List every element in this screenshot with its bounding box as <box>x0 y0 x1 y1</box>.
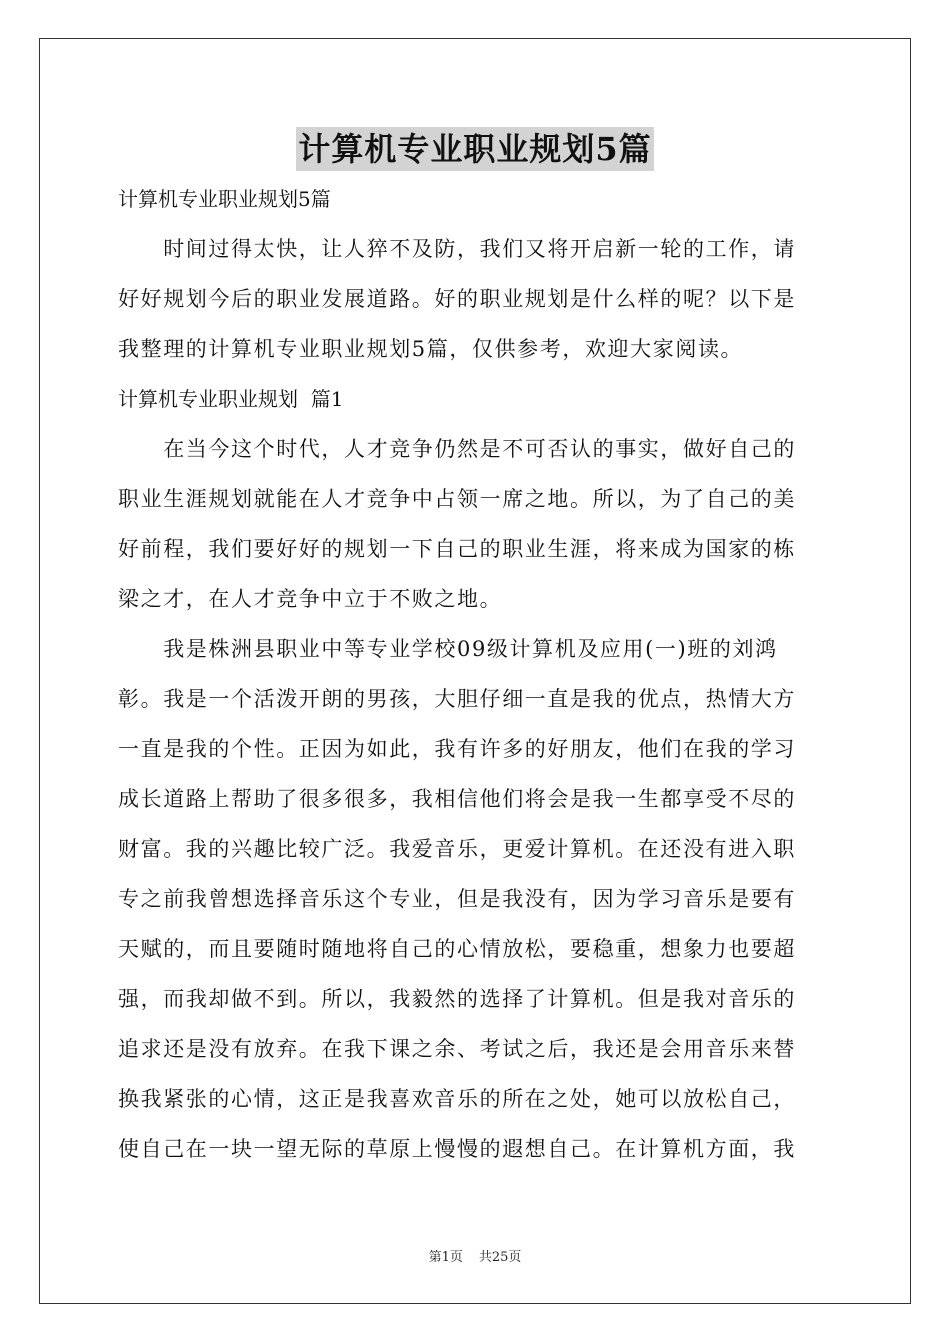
text-line: 我是株洲县职业中等专业学校09级计算机及应用(一)班的刘鸿 <box>118 637 778 661</box>
document-subtitle: 计算机专业职业规划5篇 <box>118 187 331 211</box>
title-container <box>0 127 950 171</box>
document-title: 计算机专业职业规划5篇 <box>296 127 653 171</box>
text-line: 成长道路上帮助了很多很多，我相信他们将会是我一生都享受不尽的 <box>118 787 796 811</box>
section-heading: 计算机专业职业规划 篇1 <box>118 387 344 411</box>
text-line: 好好规划今后的职业发展道路。好的职业规划是什么样的呢？以下是 <box>118 287 796 311</box>
text-line: 在当今这个时代，人才竞争仍然是不可否认的事实，做好自己的 <box>118 437 796 461</box>
text-line: 专之前我曾想选择音乐这个专业，但是我没有，因为学习音乐是要有 <box>118 887 796 911</box>
text-line: 强，而我却做不到。所以，我毅然的选择了计算机。但是我对音乐的 <box>118 987 796 1011</box>
text-line: 职业生涯规划就能在人才竞争中占领一席之地。所以，为了自己的美 <box>118 487 796 511</box>
paragraph-2 <box>118 624 832 1174</box>
text-line: 时间过得太快，让人猝不及防，我们又将开启新一轮的工作，请 <box>118 237 796 261</box>
text-line: 我整理的计算机专业职业规划5篇，仅供参考，欢迎大家阅读。 <box>118 337 744 361</box>
page-footer <box>0 1246 950 1265</box>
text-line: 追求还是没有放弃。在我下课之余、考试之后，我还是会用音乐来替 <box>118 1037 796 1061</box>
page-number: 第1页 <box>428 1250 463 1265</box>
text-line: 使自己在一块一望无际的草原上慢慢的遐想自己。在计算机方面，我 <box>118 1137 796 1161</box>
text-line: 财富。我的兴趣比较广泛。我爱音乐，更爱计算机。在还没有进入职 <box>118 837 796 861</box>
document-body <box>118 174 832 1174</box>
intro-paragraph <box>118 224 832 374</box>
page-total: 共25页 <box>478 1250 522 1265</box>
text-line: 一直是我的个性。正因为如此，我有许多的好朋友，他们在我的学习 <box>118 737 796 761</box>
paragraph-1 <box>118 424 832 624</box>
text-line: 天赋的，而且要随时随地将自己的心情放松，要稳重，想象力也要超 <box>118 937 796 961</box>
text-line: 梁之才，在人才竞争中立于不败之地。 <box>118 587 503 611</box>
text-line: 好前程，我们要好好的规划一下自己的职业生涯，将来成为国家的栋 <box>118 537 796 561</box>
text-line: 换我紧张的心情，这正是我喜欢音乐的所在之处，她可以放松自己， <box>118 1087 796 1111</box>
text-line: 彰。我是一个活泼开朗的男孩，大胆仔细一直是我的优点，热情大方 <box>118 687 796 711</box>
